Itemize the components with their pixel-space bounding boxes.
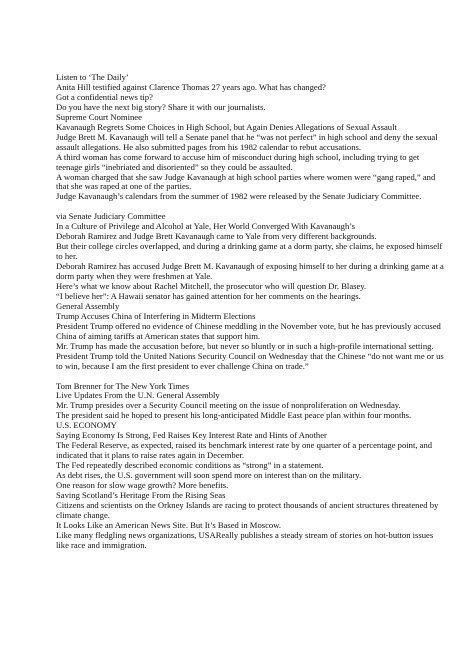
trump-china-headline[interactable]: Trump Accuses China of Interfering in Midterm Elections xyxy=(56,310,256,321)
trump-un-item[interactable]: President Trump told the United Nations Security Council on Wednesday that the Chinese “do not want me or us to win, because I am the first president to ever challenge China on trade.” xyxy=(56,350,444,371)
fed-summary: The Federal Reserve, as expected, raised its benchmark interest rate by one quarter of a percentage point, and indicated that it plans to raise rates again in December. xyxy=(56,440,433,461)
wage-growth-item[interactable]: One reason for slow wage growth? More benefits. xyxy=(56,480,229,491)
fed-headline[interactable]: Saying Economy Is Strong, Fed Raises Key Interest Rate and Hints of Another xyxy=(56,430,327,441)
moscow-news-headline[interactable]: It Looks Like an American News Site. But It’s Based in Moscow. xyxy=(56,519,281,530)
yale-headline[interactable]: In a Culture of Privilege and Alcohol at Yale, Her World Converged With Kavanaugh’s xyxy=(56,221,355,232)
kavanaugh-headline[interactable]: Kavanaugh Regrets Some Choices in High School, but Again Denies Allegations of Sexual Assault xyxy=(56,121,397,132)
section-label-general-assembly[interactable]: General Assembly xyxy=(56,300,120,311)
calendars-item[interactable]: Judge Kavanaugh’s calendars from the summer of 1982 were released by the Senate Judiciary Committee. xyxy=(56,191,422,202)
photo-credit-senate: via Senate Judiciary Committee xyxy=(56,211,166,222)
yale-summary: Deborah Ramirez and Judge Brett Kavanaugh came to Yale from very different backgrounds. xyxy=(56,231,377,242)
woman-charged-item[interactable]: A woman charged that she saw Judge Kavanaugh at high school parties where women were “gang raped,” and that she was raped at one of the parties. xyxy=(56,171,436,192)
fed-strong-item[interactable]: The Fed repeatedly described economic conditions as “strong” in a statement. xyxy=(56,460,324,471)
peace-plan-item[interactable]: The president said he hoped to present his long-anticipated Middle East peace plan within four months. xyxy=(56,410,412,421)
anita-hill-headline[interactable]: Anita Hill testified against Clarence Thomas 27 years ago. What has changed? xyxy=(56,81,326,92)
trump-accusation-detail: Mr. Trump has made the accusation before, but never so bluntly or in such a high-profile international setting. xyxy=(56,340,434,351)
trump-china-summary: President Trump offered no evidence of Chinese meddling in the November vote, but he has previously accused China of aiming tariffs at American states that support him. xyxy=(56,320,441,341)
news-tip-text[interactable]: Do you have the next big story? Share it with our journalists. xyxy=(56,101,266,112)
security-council-summary: Mr. Trump presides over a Security Council meeting on the issue of nonproliferation on Wednesday. xyxy=(56,400,401,411)
news-tip-heading: Got a confidential news tip? xyxy=(56,91,153,102)
ramirez-item[interactable]: Deborah Ramirez has accused Judge Brett M. Kavanaugh of exposing himself to her during a drinking game at a dorm party when they were freshmen at Yale. xyxy=(56,261,444,282)
scotland-headline[interactable]: Saving Scotland’s Heritage From the Rising Seas xyxy=(56,490,226,500)
debt-item[interactable]: As debt rises, the U.S. government will soon spend more on interest than on the military. xyxy=(56,470,362,481)
yale-detail: But their college circles overlapped, and during a drinking game at a dorm party, she claims, he exposed himself to her. xyxy=(56,241,443,262)
document-text xyxy=(56,73,444,551)
un-live-updates-headline[interactable]: Live Updates From the U.N. General Assembly xyxy=(56,390,220,401)
scotland-summary: Citizens and scientists on the Orkney Islands are racing to protect thousands of ancient structures threatened by climate change. xyxy=(56,499,439,520)
section-label-us-economy[interactable]: U.S. ECONOMY xyxy=(56,420,117,431)
third-woman-item[interactable]: A third woman has come forward to accuse him of misconduct during high school, including trying to get teenage girls “inebriated and disoriented” so they could be assaulted. xyxy=(56,151,420,172)
mitchell-item[interactable]: Here’s what we know about Rachel Mitchell, the prosecutor who will question Dr. Blasey. xyxy=(56,281,367,291)
daily-podcast-link[interactable]: Listen to ‘The Daily’ xyxy=(56,72,129,82)
hawaii-senator-item[interactable]: “I believe her”: A Hawaii senator has gained attention for her comments on the hearings. xyxy=(56,290,361,301)
kavanaugh-summary: Judge Brett M. Kavanaugh will tell a Senate panel that he “was not perfect” in high school and deny the sexual assault allegations. He also submitted pages from his 1982 calendar to rebut accusations. xyxy=(56,131,438,152)
moscow-news-summary: Like many fledgling news organizations, USAReally publishes a steady stream of stories on hot-button issues like race and immigration. xyxy=(56,529,434,550)
photo-credit-nyt: Tom Brenner for The New York Times xyxy=(56,380,190,391)
section-label-supreme-court[interactable]: Supreme Court Nominee xyxy=(56,111,142,122)
